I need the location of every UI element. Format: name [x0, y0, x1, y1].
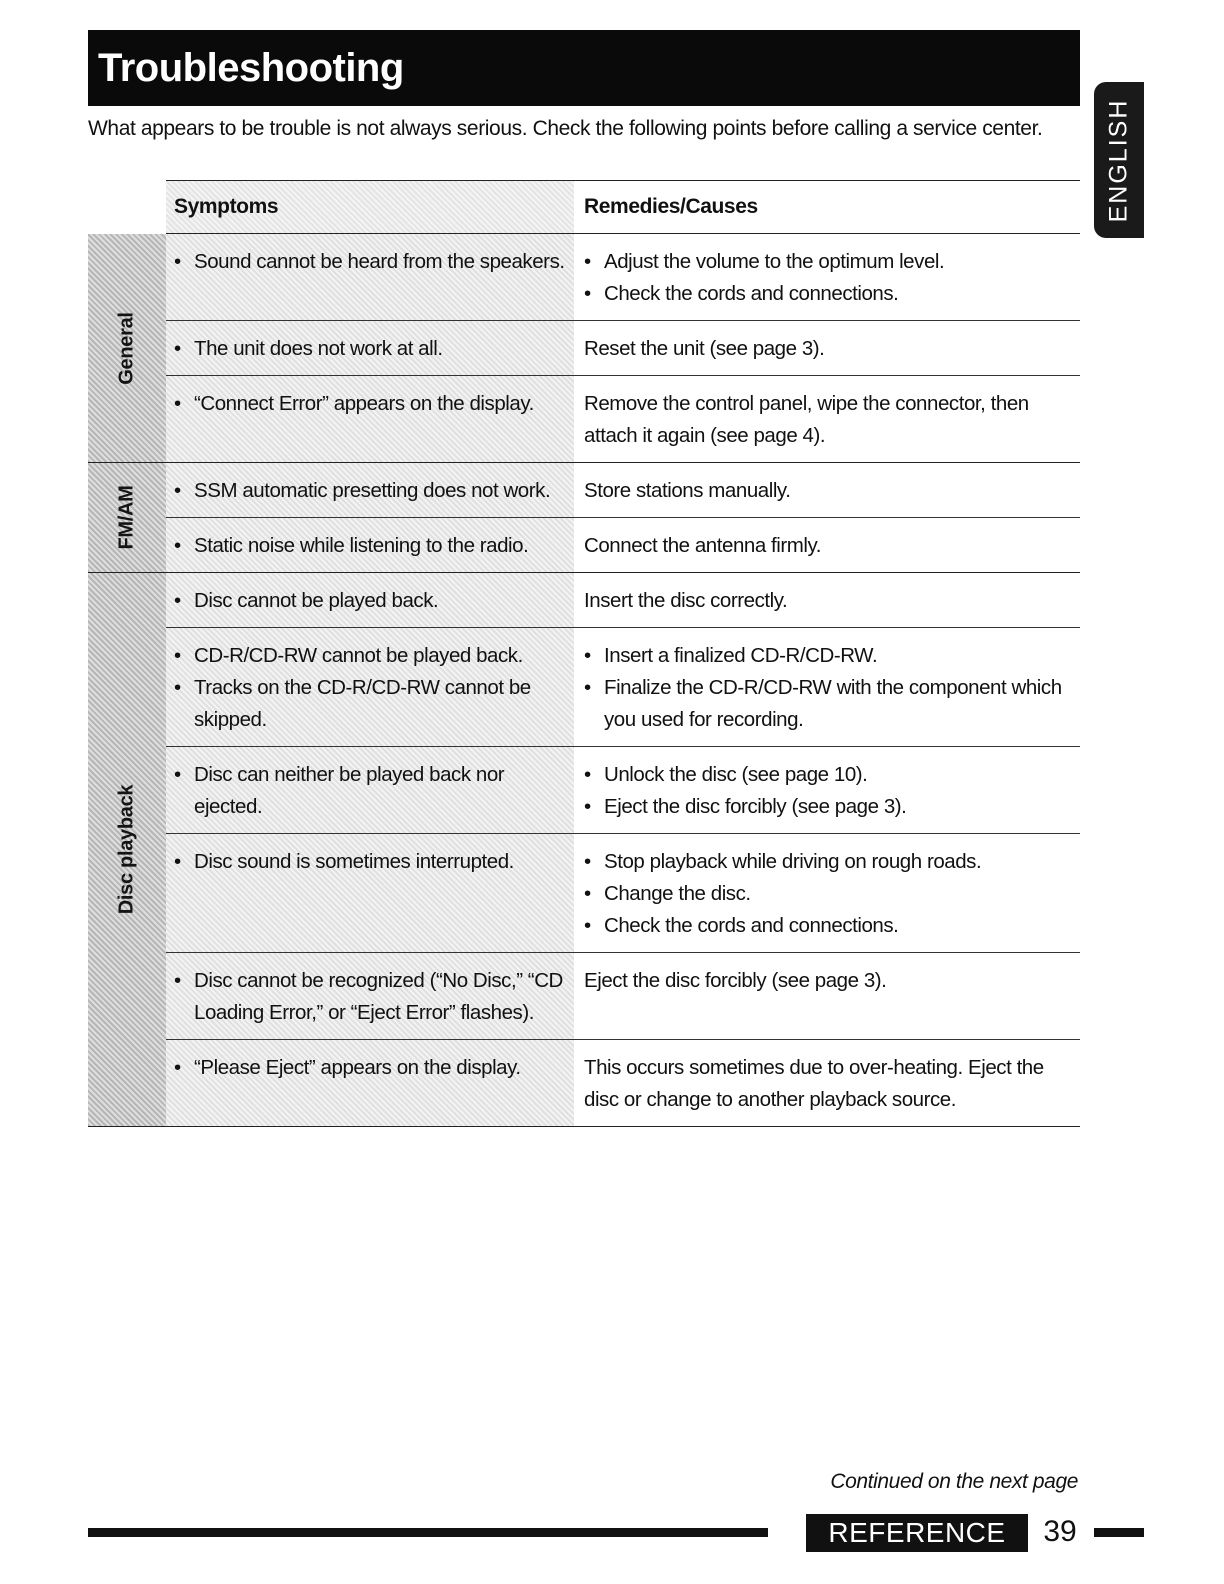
- bullet-dot: •: [584, 795, 591, 818]
- remedy-item: [584, 672, 1072, 736]
- bullet-dot: •: [174, 337, 181, 360]
- page-title-bar: [88, 30, 1080, 106]
- symptom-cell: [166, 628, 574, 746]
- remedy-cell: [574, 573, 1080, 627]
- table-row: [166, 517, 1080, 572]
- table-row: [166, 375, 1080, 462]
- symptom-item: [174, 965, 566, 1029]
- bullet-dot: •: [584, 676, 591, 699]
- table-row: [166, 833, 1080, 952]
- bullet-dot: •: [174, 250, 181, 273]
- remedy-cell: [574, 747, 1080, 833]
- remedy-text: Connect the antenna firmly.: [584, 534, 822, 557]
- table-row: [166, 627, 1080, 746]
- remedy-cell: [574, 1040, 1080, 1126]
- symptom-item: [174, 672, 566, 736]
- symptom-item: [174, 530, 566, 562]
- category-label-text: Disc playback: [115, 784, 138, 915]
- remedy-item: [584, 878, 1072, 910]
- symptom-cell: [166, 953, 574, 1039]
- symptom-item-text: Sound cannot be heard from the speakers.: [194, 250, 565, 273]
- symptom-item: [174, 333, 566, 365]
- table-row: [166, 1039, 1080, 1126]
- table-body: [88, 234, 1080, 1127]
- symptom-item: [174, 388, 566, 420]
- language-tab-label: ENGLISH: [1104, 98, 1133, 222]
- symptom-item: [174, 759, 566, 823]
- remedy-item: [584, 759, 1072, 791]
- remedy-item: [584, 246, 1072, 278]
- remedy-item: [584, 791, 1072, 823]
- remedy-item: [584, 278, 1072, 310]
- bullet-dot: •: [584, 914, 591, 937]
- remedy-item-text: Insert a finalized CD-R/CD-RW.: [604, 644, 878, 667]
- symptom-item-text: Disc sound is sometimes interrupted.: [194, 850, 514, 873]
- table-row: [166, 463, 1080, 517]
- language-tab: [1094, 82, 1144, 238]
- symptom-item: [174, 475, 566, 507]
- category-label: [88, 234, 166, 462]
- category-section: [88, 573, 1080, 1127]
- category-label-text: FM/AM: [115, 485, 138, 550]
- bullet-dot: •: [584, 850, 591, 873]
- category-rows: [166, 234, 1080, 462]
- remedy-cell: [574, 518, 1080, 572]
- symptom-item-text: SSM automatic presetting does not work.: [194, 479, 551, 502]
- remedy-item-text: Eject the disc forcibly (see page 3).: [604, 795, 907, 818]
- continued-note: Continued on the next page: [830, 1470, 1078, 1493]
- bullet-dot: •: [584, 250, 591, 273]
- symptom-cell: [166, 573, 574, 627]
- table-row: [166, 234, 1080, 320]
- remedy-cell: [574, 463, 1080, 517]
- symptom-cell: [166, 376, 574, 462]
- symptom-item-text: CD-R/CD-RW cannot be played back.: [194, 644, 523, 667]
- remedy-item-text: Change the disc.: [604, 882, 751, 905]
- troubleshooting-table: [88, 180, 1080, 1127]
- table-row: [166, 320, 1080, 375]
- symptom-cell: [166, 834, 574, 952]
- remedy-text: Reset the unit (see page 3).: [584, 337, 825, 360]
- remedy-item-text: Check the cords and connections.: [604, 282, 899, 305]
- remedy-text: Eject the disc forcibly (see page 3).: [584, 969, 887, 992]
- bullet-dot: •: [174, 392, 181, 415]
- symptom-cell: [166, 1040, 574, 1126]
- bullet-dot: •: [584, 282, 591, 305]
- bullet-dot: •: [584, 763, 591, 786]
- footer-dash: [1094, 1528, 1144, 1537]
- remedy-item-text: Stop playback while driving on rough roads.: [604, 850, 982, 873]
- bullet-dot: •: [174, 1056, 181, 1079]
- symptom-item-text: “Please Eject” appears on the display.: [194, 1056, 521, 1079]
- symptom-item: [174, 640, 566, 672]
- symptom-cell: [166, 518, 574, 572]
- remedy-item: [584, 640, 1072, 672]
- bullet-dot: •: [174, 969, 181, 992]
- bullet-dot: •: [174, 534, 181, 557]
- category-label: [88, 573, 166, 1126]
- symptom-item-text: Disc cannot be played back.: [194, 589, 439, 612]
- intro-text: What appears to be trouble is not always serious. Check the following points before calling a service center.: [88, 117, 1043, 140]
- bullet-dot: •: [174, 676, 181, 699]
- symptom-item: [174, 846, 566, 878]
- bullet-dot: •: [174, 763, 181, 786]
- symptom-item-text: Disc cannot be recognized (“No Disc,” “CD Loading Error,” or “Eject Error” flashes).: [194, 969, 563, 1024]
- column-header-symptoms: Symptoms: [166, 181, 574, 233]
- remedy-cell: [574, 234, 1080, 320]
- remedy-cell: [574, 628, 1080, 746]
- symptom-item-text: Tracks on the CD-R/CD-RW cannot be skipped.: [194, 676, 531, 731]
- symptom-cell: [166, 234, 574, 320]
- category-label-text: General: [115, 311, 138, 385]
- remedy-item: [584, 846, 1072, 878]
- symptom-cell: [166, 321, 574, 375]
- remedy-cell: [574, 376, 1080, 462]
- symptom-cell: [166, 463, 574, 517]
- symptom-cell: [166, 747, 574, 833]
- column-header-remedies: Remedies/Causes: [584, 195, 758, 218]
- remedy-cell: [574, 834, 1080, 952]
- symptom-item: [174, 585, 566, 617]
- symptom-item-text: Disc can neither be played back nor ejected.: [194, 763, 505, 818]
- table-row: [166, 573, 1080, 627]
- category-label: [88, 463, 166, 572]
- symptom-item-text: The unit does not work at all.: [194, 337, 443, 360]
- bullet-dot: •: [174, 644, 181, 667]
- remedy-item-text: Unlock the disc (see page 10).: [604, 763, 868, 786]
- category-rows: [166, 463, 1080, 572]
- bullet-dot: •: [174, 850, 181, 873]
- bullet-dot: •: [584, 644, 591, 667]
- category-section: [88, 234, 1080, 463]
- remedy-item-text: Check the cords and connections.: [604, 914, 899, 937]
- category-section: [88, 463, 1080, 573]
- remedy-text: Store stations manually.: [584, 479, 791, 502]
- table-header: [166, 180, 1080, 234]
- table-row: [166, 746, 1080, 833]
- remedy-text: Remove the control panel, wipe the connector, then attach it again (see page 4).: [584, 392, 1029, 447]
- page-title: Troubleshooting: [98, 45, 404, 90]
- remedy-item-text: Adjust the volume to the optimum level.: [604, 250, 945, 273]
- symptom-item: [174, 246, 566, 278]
- remedy-text: This occurs sometimes due to over-heating. Eject the disc or change to another playback source.: [584, 1056, 1044, 1111]
- remedy-cell: [574, 953, 1080, 1039]
- table-row: [166, 952, 1080, 1039]
- category-rows: [166, 573, 1080, 1126]
- page-number: 39: [1043, 1515, 1077, 1548]
- remedy-cell: [574, 321, 1080, 375]
- bullet-dot: •: [174, 589, 181, 612]
- footer-section-label: REFERENCE: [806, 1514, 1028, 1552]
- bullet-dot: •: [584, 882, 591, 905]
- symptom-item-text: “Connect Error” appears on the display.: [194, 392, 534, 415]
- footer-rule: [88, 1528, 768, 1537]
- symptom-item-text: Static noise while listening to the radio.: [194, 534, 529, 557]
- remedy-item-text: Finalize the CD-R/CD-RW with the component which you used for recording.: [604, 676, 1062, 731]
- remedy-text: Insert the disc correctly.: [584, 589, 788, 612]
- remedy-item: [584, 910, 1072, 942]
- bullet-dot: •: [174, 479, 181, 502]
- symptom-item: [174, 1052, 566, 1084]
